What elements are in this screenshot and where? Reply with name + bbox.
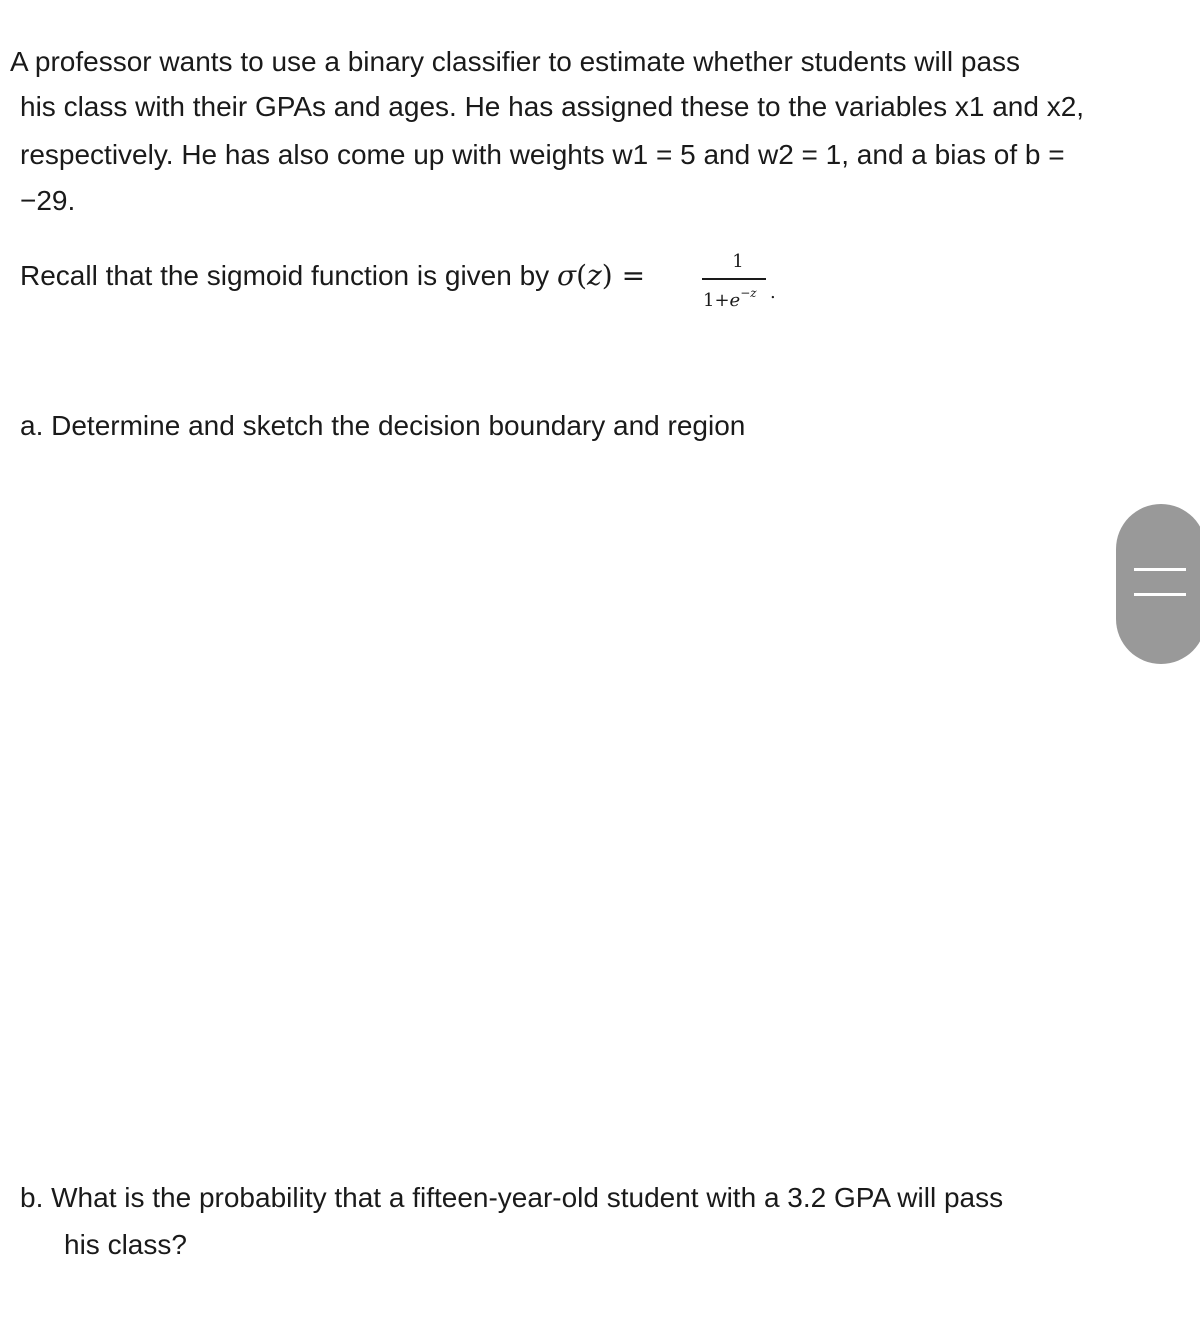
question-a: a. Determine and sketch the decision boundary and region [20, 410, 746, 441]
sentence-period: . [770, 282, 776, 303]
sigma-arg-close: ) [601, 259, 613, 292]
drag-handle-icon [1116, 504, 1200, 664]
scroll-handle[interactable] [1116, 504, 1200, 664]
question-b-line-2: his class? [64, 1229, 187, 1260]
question-b-line-1: b. What is the probability that a fifteen-year-old student with a 3.2 GPA will pass [20, 1182, 1004, 1213]
fraction-denominator [703, 284, 757, 312]
denominator-e: e [729, 290, 741, 311]
fraction-numerator: 1 [732, 251, 744, 272]
sigmoid-recall [20, 259, 654, 293]
sigmoid-fraction [700, 250, 776, 312]
intro-line-4: −29. [20, 185, 76, 216]
sigma-arg-open: ( [576, 259, 588, 292]
denominator-exponent: −z [740, 286, 757, 300]
sigma-symbol: σ [556, 259, 577, 292]
equals-sign: = [612, 259, 654, 292]
sigmoid-lead-text: Recall that the sigmoid function is given by [20, 260, 557, 291]
sigma-arg: z [587, 259, 602, 292]
intro-line-2: his class with their GPAs and ages. He has assigned these to the variables x1 and x2, [20, 91, 1085, 122]
intro-line-3: respectively. He has also come up with weights w1 = 5 and w2 = 1, and a bias of b = [20, 139, 1065, 170]
intro-line-1: A professor wants to use a binary classifier to estimate whether students will pass [10, 46, 1021, 77]
fraction-bar [702, 278, 766, 280]
denominator-base: 1+ [703, 290, 730, 311]
